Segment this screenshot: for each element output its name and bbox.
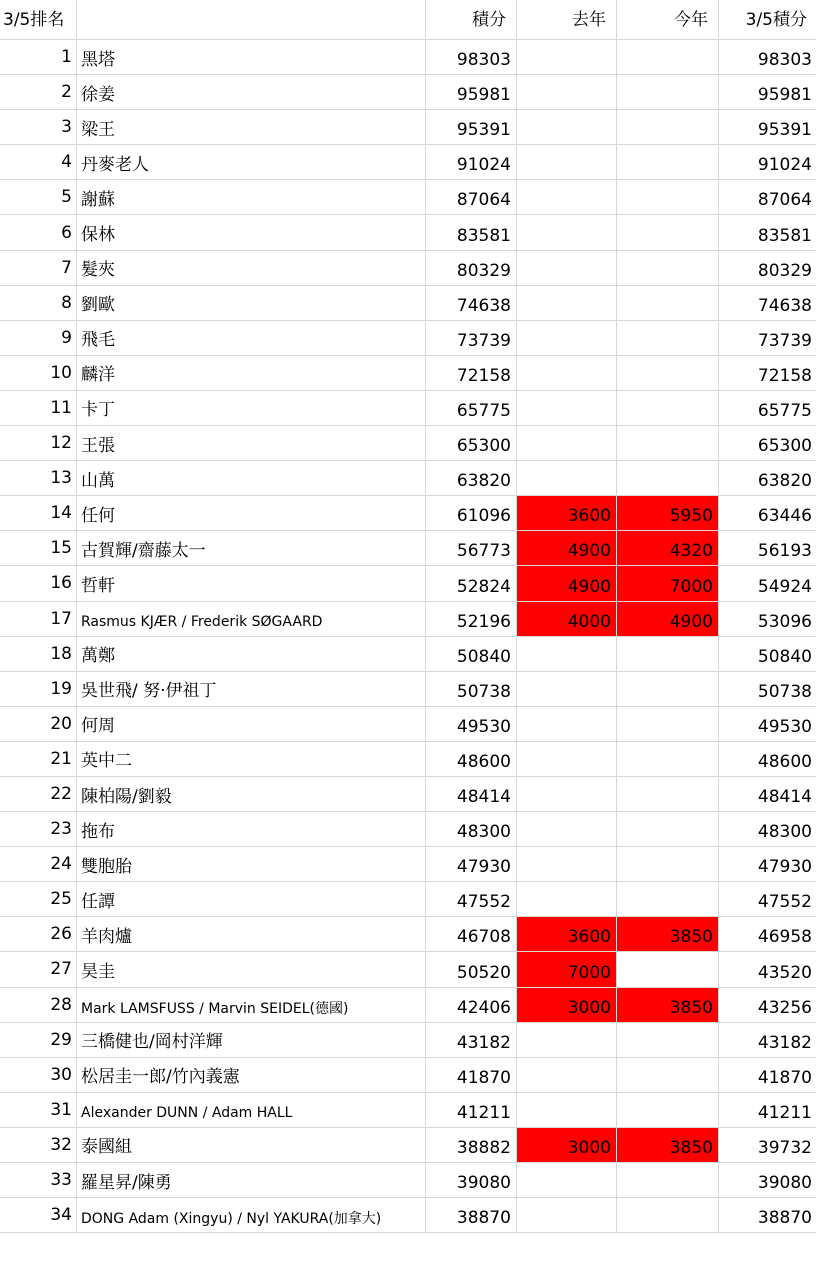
cell-last-year[interactable]: 4900 [517,531,617,566]
cell-name[interactable]: Mark LAMSFUSS / Marvin SEIDEL(德國) [77,987,426,1022]
cell-name[interactable]: 任譚 [77,882,426,917]
cell-name[interactable]: 陳柏陽/劉毅 [77,776,426,811]
cell-total[interactable]: 53096 [719,601,816,636]
cell-points[interactable]: 91024 [426,145,517,180]
cell-this-year[interactable] [617,285,719,320]
cell-this-year[interactable] [617,847,719,882]
cell-points[interactable]: 41870 [426,1057,517,1092]
table-row [0,355,816,390]
cell-total[interactable]: 50840 [719,636,816,671]
cell-total[interactable]: 47552 [719,882,816,917]
cell-rank[interactable]: 13 [0,461,77,496]
cell-name[interactable]: 古賀輝/齋藤太一 [77,531,426,566]
header-row [0,0,816,40]
cell-last-year[interactable] [517,461,617,496]
table-row [0,40,816,75]
cell-name[interactable]: 梁王 [77,110,426,145]
cell-last-year[interactable] [517,1057,617,1092]
cell-name[interactable]: 泰國組 [77,1127,426,1162]
cell-name[interactable]: 松居圭一郎/竹內義憲 [77,1057,426,1092]
table-row [0,776,816,811]
cell-rank[interactable]: 2 [0,75,77,110]
cell-rank[interactable]: 16 [0,566,77,601]
cell-total[interactable]: 43182 [719,1022,816,1057]
cell-rank[interactable]: 22 [0,776,77,811]
cell-points[interactable]: 47930 [426,847,517,882]
cell-rank[interactable]: 4 [0,145,77,180]
cell-rank[interactable]: 31 [0,1092,77,1127]
cell-last-year[interactable] [517,1092,617,1127]
cell-total[interactable]: 54924 [719,566,816,601]
cell-points[interactable]: 65775 [426,390,517,425]
cell-this-year[interactable]: 4320 [617,531,719,566]
cell-points[interactable]: 52824 [426,566,517,601]
cell-total[interactable]: 73739 [719,320,816,355]
cell-name[interactable]: 麟洋 [77,355,426,390]
cell-points[interactable]: 98303 [426,40,517,75]
table-row [0,461,816,496]
cell-rank[interactable]: 9 [0,320,77,355]
cell-this-year[interactable] [617,812,719,847]
header-last-year[interactable]: 去年 [517,0,617,40]
cell-this-year[interactable]: 3850 [617,1127,719,1162]
cell-this-year[interactable] [617,671,719,706]
cell-points[interactable]: 73739 [426,320,517,355]
cell-this-year[interactable] [617,145,719,180]
cell-rank[interactable]: 32 [0,1127,77,1162]
cell-last-year[interactable] [517,75,617,110]
cell-name[interactable]: 雙胞胎 [77,847,426,882]
cell-total[interactable]: 65300 [719,426,816,461]
table-row [0,1057,816,1092]
cell-total[interactable]: 43256 [719,987,816,1022]
cell-total[interactable]: 41211 [719,1092,816,1127]
cell-this-year[interactable] [617,1198,719,1233]
cell-last-year[interactable] [517,355,617,390]
cell-last-year[interactable] [517,776,617,811]
header-this-year[interactable]: 今年 [617,0,719,40]
cell-points[interactable]: 48600 [426,741,517,776]
cell-points[interactable]: 74638 [426,285,517,320]
cell-last-year[interactable] [517,636,617,671]
cell-rank[interactable]: 3 [0,110,77,145]
cell-name[interactable]: 山萬 [77,461,426,496]
cell-last-year[interactable] [517,847,617,882]
cell-total[interactable]: 38870 [719,1198,816,1233]
cell-this-year[interactable] [617,40,719,75]
cell-name[interactable]: 任何 [77,496,426,531]
cell-this-year[interactable] [617,110,719,145]
cell-rank[interactable]: 1 [0,40,77,75]
cell-rank[interactable]: 19 [0,671,77,706]
cell-points[interactable]: 87064 [426,180,517,215]
table-row [0,250,816,285]
cell-this-year[interactable]: 3850 [617,917,719,952]
cell-last-year[interactable]: 3600 [517,496,617,531]
table-row [0,741,816,776]
cell-last-year[interactable] [517,671,617,706]
cell-last-year[interactable] [517,320,617,355]
header-rank[interactable]: 3/5排名 [0,0,77,40]
cell-total[interactable]: 80329 [719,250,816,285]
cell-total[interactable]: 50738 [719,671,816,706]
cell-name[interactable]: 羊肉爐 [77,917,426,952]
cell-points[interactable]: 39080 [426,1163,517,1198]
cell-last-year[interactable]: 3000 [517,987,617,1022]
table-row [0,566,816,601]
cell-this-year[interactable]: 3850 [617,987,719,1022]
cell-points[interactable]: 65300 [426,426,517,461]
cell-name[interactable]: 昊圭 [77,952,426,987]
table-row [0,320,816,355]
cell-last-year[interactable] [517,390,617,425]
table-row [0,1198,816,1233]
cell-rank[interactable]: 5 [0,180,77,215]
table-row [0,75,816,110]
cell-rank[interactable]: 27 [0,952,77,987]
cell-last-year[interactable] [517,215,617,250]
cell-rank[interactable]: 28 [0,987,77,1022]
cell-name[interactable]: 三橋健也/岡村洋輝 [77,1022,426,1057]
cell-name[interactable]: Alexander DUNN / Adam HALL [77,1092,426,1127]
cell-name[interactable]: 黑塔 [77,40,426,75]
cell-this-year[interactable] [617,320,719,355]
cell-rank[interactable]: 30 [0,1057,77,1092]
cell-total[interactable]: 95391 [719,110,816,145]
cell-name[interactable]: 哲軒 [77,566,426,601]
cell-last-year[interactable]: 4900 [517,566,617,601]
cell-points[interactable]: 42406 [426,987,517,1022]
cell-total[interactable]: 43520 [719,952,816,987]
cell-this-year[interactable] [617,355,719,390]
cell-total[interactable]: 48600 [719,741,816,776]
cell-total[interactable]: 74638 [719,285,816,320]
cell-points[interactable]: 80329 [426,250,517,285]
table-row [0,706,816,741]
cell-total[interactable]: 46958 [719,917,816,952]
cell-total[interactable]: 72158 [719,355,816,390]
cell-rank[interactable]: 20 [0,706,77,741]
cell-rank[interactable]: 18 [0,636,77,671]
header-total[interactable]: 3/5積分 [719,0,816,40]
cell-total[interactable]: 48300 [719,812,816,847]
cell-last-year[interactable] [517,882,617,917]
table-row [0,1092,816,1127]
cell-points[interactable]: 50520 [426,952,517,987]
cell-last-year[interactable] [517,1198,617,1233]
cell-points[interactable]: 49530 [426,706,517,741]
table-row [0,180,816,215]
cell-rank[interactable]: 6 [0,215,77,250]
cell-rank[interactable]: 14 [0,496,77,531]
cell-last-year[interactable] [517,1022,617,1057]
cell-name[interactable]: 何周 [77,706,426,741]
cell-points[interactable]: 83581 [426,215,517,250]
cell-rank[interactable]: 17 [0,601,77,636]
cell-points[interactable]: 48414 [426,776,517,811]
cell-name[interactable]: 卡丁 [77,390,426,425]
cell-name[interactable]: 萬鄭 [77,636,426,671]
cell-last-year[interactable] [517,110,617,145]
cell-points[interactable]: 47552 [426,882,517,917]
table-row [0,847,816,882]
cell-name[interactable]: 劉歐 [77,285,426,320]
cell-last-year[interactable] [517,426,617,461]
cell-total[interactable]: 49530 [719,706,816,741]
cell-last-year[interactable] [517,812,617,847]
cell-this-year[interactable] [617,882,719,917]
cell-total[interactable]: 98303 [719,40,816,75]
table-row [0,1163,816,1198]
cell-points[interactable]: 72158 [426,355,517,390]
header-name[interactable] [77,0,426,40]
cell-points[interactable]: 38882 [426,1127,517,1162]
cell-total[interactable]: 56193 [719,531,816,566]
table-row [0,671,816,706]
cell-total[interactable]: 63446 [719,496,816,531]
cell-last-year[interactable]: 7000 [517,952,617,987]
cell-name[interactable]: 吳世飛/ 努·伊祖丁 [77,671,426,706]
table-row [0,1127,816,1162]
cell-total[interactable]: 65775 [719,390,816,425]
cell-this-year[interactable] [617,741,719,776]
cell-this-year[interactable] [617,1057,719,1092]
cell-points[interactable]: 95981 [426,75,517,110]
table-row [0,390,816,425]
cell-this-year[interactable] [617,215,719,250]
table-row [0,601,816,636]
cell-total[interactable]: 63820 [719,461,816,496]
cell-total[interactable]: 39732 [719,1127,816,1162]
cell-total[interactable]: 95981 [719,75,816,110]
cell-last-year[interactable]: 3600 [517,917,617,952]
cell-points[interactable]: 48300 [426,812,517,847]
cell-last-year[interactable]: 3000 [517,1127,617,1162]
table-row [0,285,816,320]
table-row [0,917,816,952]
cell-total[interactable]: 83581 [719,215,816,250]
cell-this-year[interactable]: 5950 [617,496,719,531]
cell-this-year[interactable] [617,461,719,496]
cell-name[interactable]: DONG Adam (Xingyu) / Nyl YAKURA(加拿大) [77,1198,426,1233]
cell-points[interactable]: 50840 [426,636,517,671]
cell-last-year[interactable] [517,250,617,285]
cell-rank[interactable]: 25 [0,882,77,917]
cell-points[interactable]: 38870 [426,1198,517,1233]
cell-last-year[interactable] [517,706,617,741]
cell-rank[interactable]: 33 [0,1163,77,1198]
cell-last-year[interactable] [517,145,617,180]
cell-name[interactable]: 保林 [77,215,426,250]
cell-name[interactable]: 拖布 [77,812,426,847]
cell-total[interactable]: 87064 [719,180,816,215]
cell-name[interactable]: 丹麥老人 [77,145,426,180]
cell-this-year[interactable]: 7000 [617,566,719,601]
cell-rank[interactable]: 23 [0,812,77,847]
cell-total[interactable]: 47930 [719,847,816,882]
table-row [0,426,816,461]
table-row [0,952,816,987]
cell-rank[interactable]: 10 [0,355,77,390]
cell-points[interactable]: 61096 [426,496,517,531]
cell-this-year[interactable] [617,706,719,741]
cell-rank[interactable]: 11 [0,390,77,425]
header-points[interactable]: 積分 [426,0,517,40]
cell-points[interactable]: 43182 [426,1022,517,1057]
cell-points[interactable]: 52196 [426,601,517,636]
cell-this-year[interactable] [617,1163,719,1198]
table-row [0,987,816,1022]
table-row [0,145,816,180]
table-row [0,531,816,566]
cell-total[interactable]: 91024 [719,145,816,180]
cell-last-year[interactable]: 4000 [517,601,617,636]
cell-this-year[interactable] [617,776,719,811]
table-row [0,110,816,145]
cell-total[interactable]: 39080 [719,1163,816,1198]
cell-name[interactable]: 飛毛 [77,320,426,355]
cell-last-year[interactable] [517,741,617,776]
cell-rank[interactable]: 21 [0,741,77,776]
cell-rank[interactable]: 29 [0,1022,77,1057]
cell-points[interactable]: 46708 [426,917,517,952]
cell-rank[interactable]: 34 [0,1198,77,1233]
cell-this-year[interactable] [617,390,719,425]
cell-last-year[interactable] [517,180,617,215]
cell-name[interactable]: Rasmus KJÆR / Frederik SØGAARD [77,601,426,636]
cell-points[interactable]: 56773 [426,531,517,566]
cell-points[interactable]: 41211 [426,1092,517,1127]
table-row [0,812,816,847]
cell-name[interactable]: 王張 [77,426,426,461]
cell-name[interactable]: 髮夾 [77,250,426,285]
table-row [0,496,816,531]
cell-this-year[interactable] [617,1022,719,1057]
cell-total[interactable]: 48414 [719,776,816,811]
cell-name[interactable]: 謝蘇 [77,180,426,215]
cell-rank[interactable]: 26 [0,917,77,952]
cell-rank[interactable]: 7 [0,250,77,285]
cell-this-year[interactable] [617,75,719,110]
table-row [0,636,816,671]
cell-points[interactable]: 63820 [426,461,517,496]
table-row [0,1022,816,1057]
cell-this-year[interactable] [617,426,719,461]
cell-points[interactable]: 95391 [426,110,517,145]
cell-total[interactable]: 41870 [719,1057,816,1092]
table-row [0,882,816,917]
cell-this-year[interactable]: 4900 [617,601,719,636]
cell-this-year[interactable] [617,636,719,671]
table-row [0,215,816,250]
cell-name[interactable]: 英中二 [77,741,426,776]
cell-last-year[interactable] [517,1163,617,1198]
cell-rank[interactable]: 24 [0,847,77,882]
cell-rank[interactable]: 12 [0,426,77,461]
cell-this-year[interactable] [617,250,719,285]
cell-this-year[interactable] [617,180,719,215]
cell-this-year[interactable] [617,1092,719,1127]
cell-last-year[interactable] [517,40,617,75]
cell-last-year[interactable] [517,285,617,320]
cell-points[interactable]: 50738 [426,671,517,706]
cell-this-year[interactable] [617,952,719,987]
cell-rank[interactable]: 15 [0,531,77,566]
cell-name[interactable]: 徐姜 [77,75,426,110]
cell-rank[interactable]: 8 [0,285,77,320]
cell-name[interactable]: 羅星昇/陳勇 [77,1163,426,1198]
